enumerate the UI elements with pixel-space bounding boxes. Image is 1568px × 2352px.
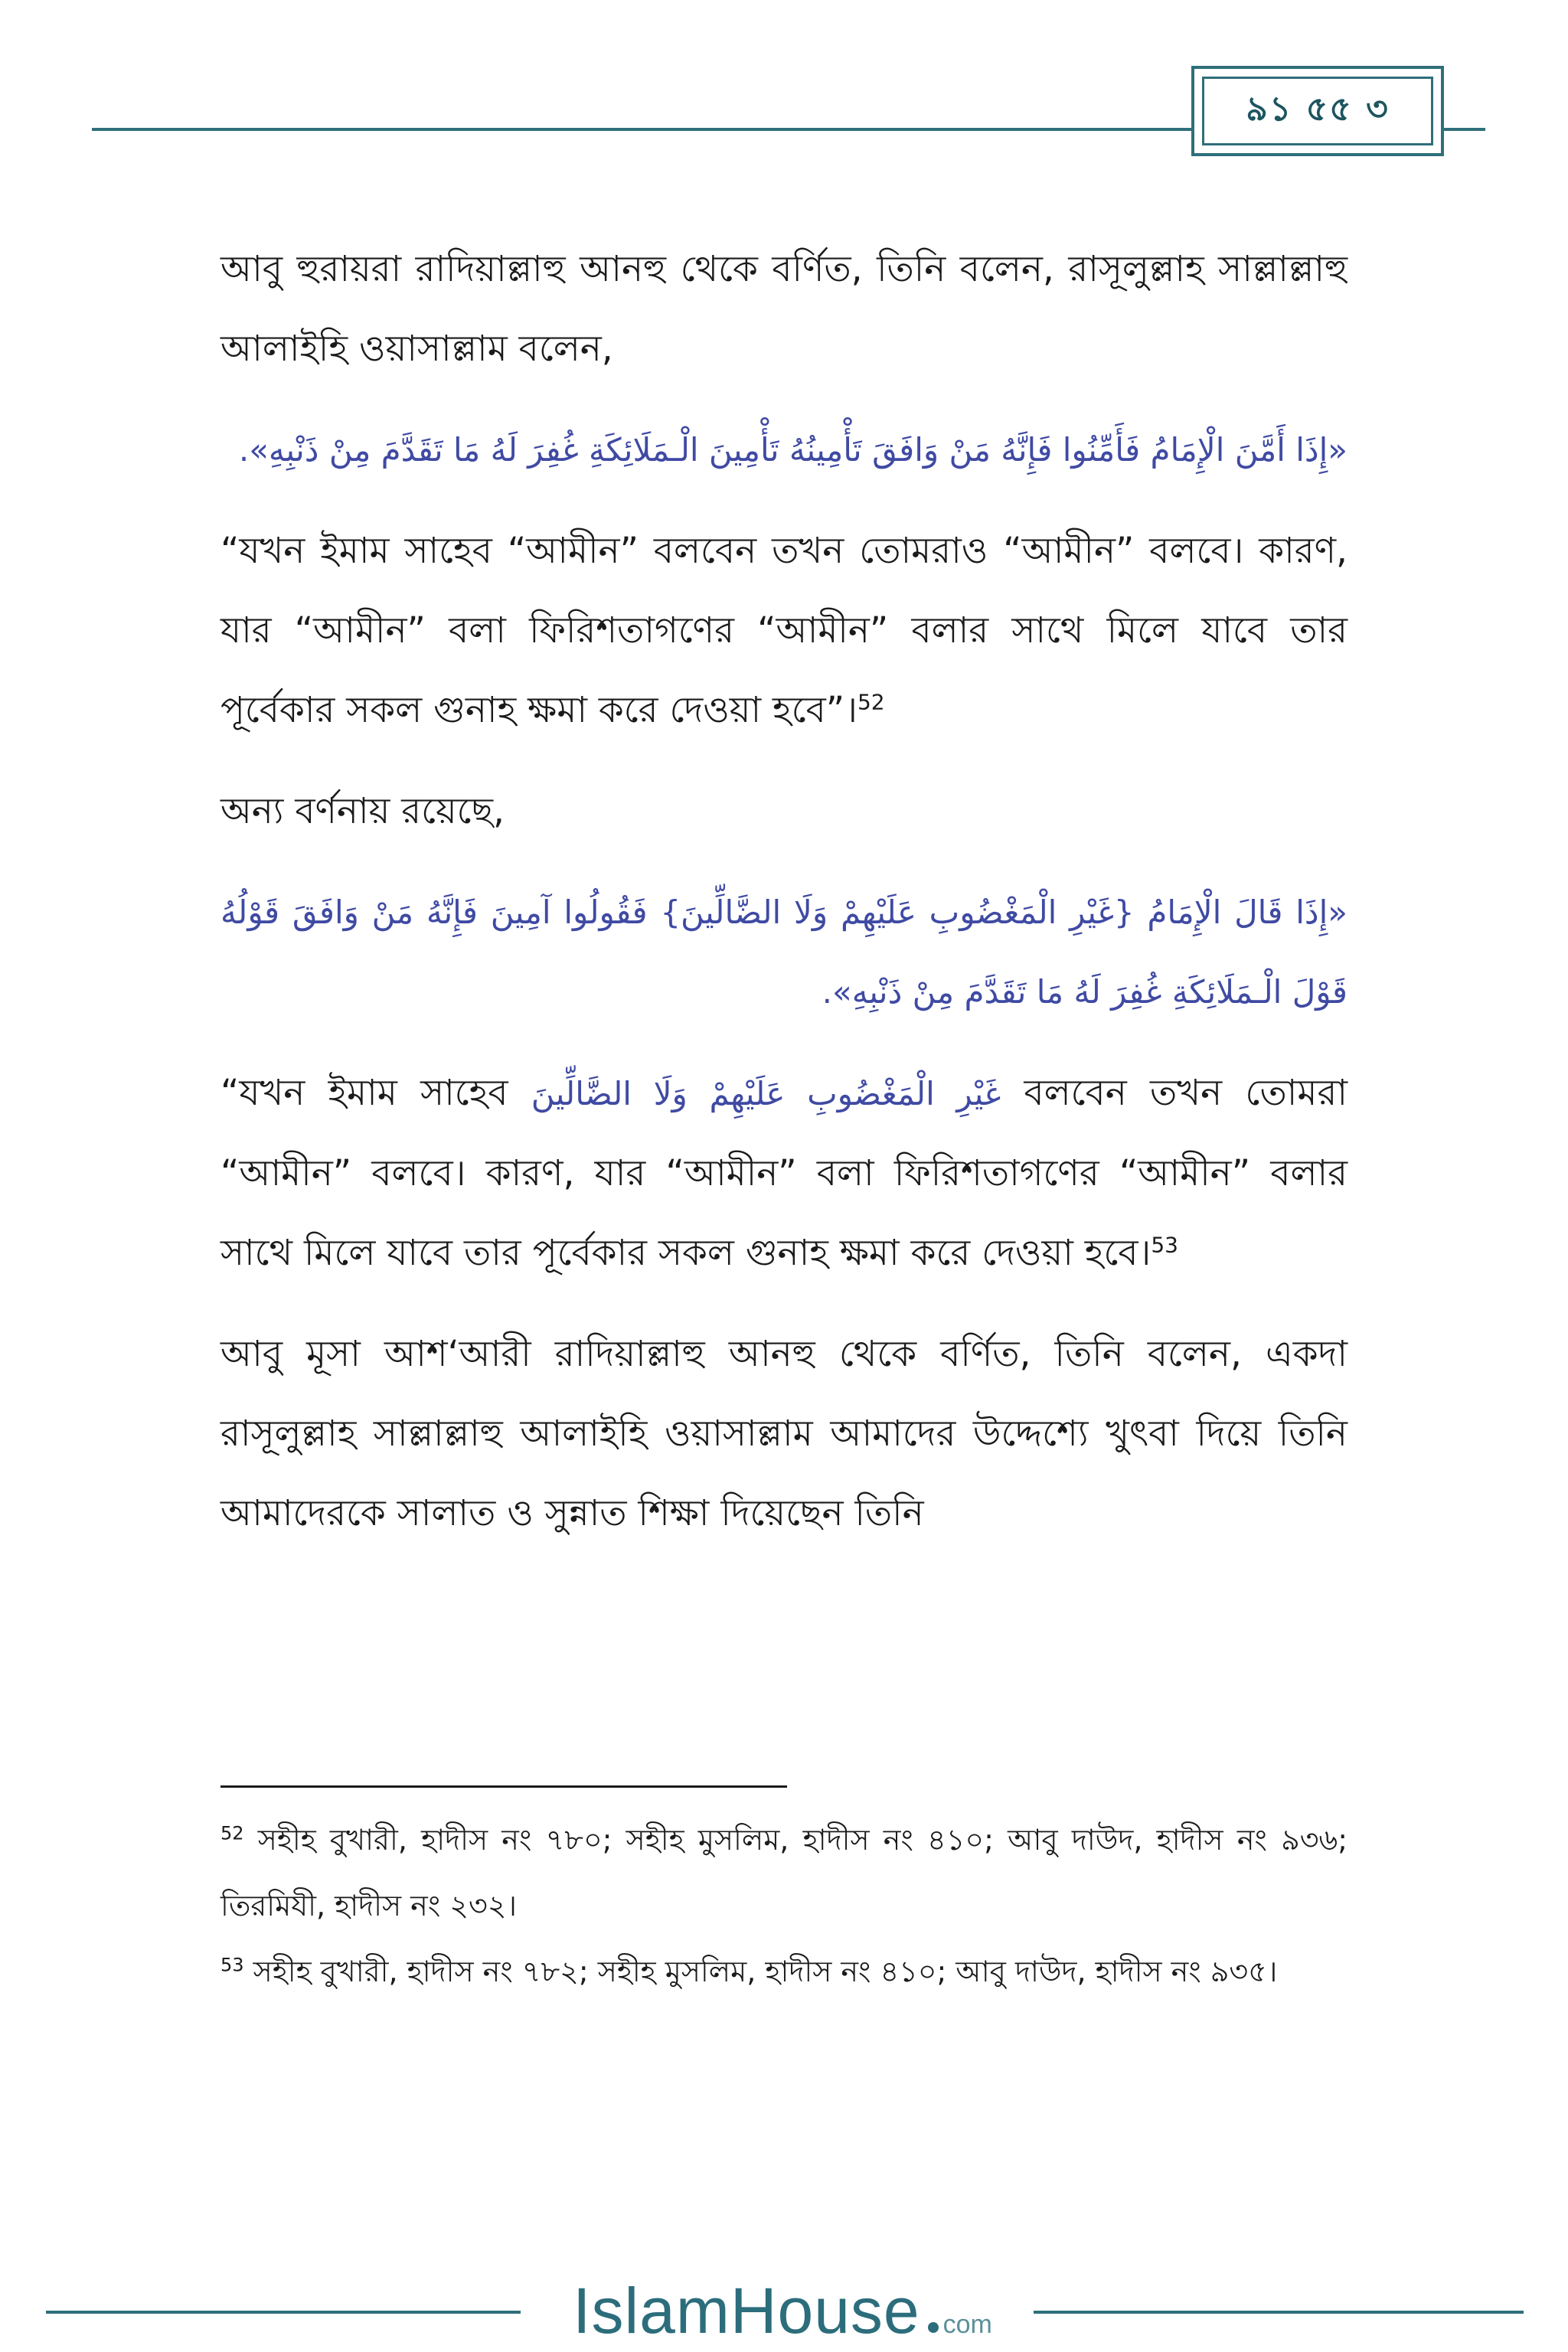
logo-dot-icon — [928, 2322, 939, 2333]
footnote-ref-53[interactable]: 53 — [1151, 1232, 1178, 1258]
arabic-hadith-2: «إِذَا قَالَ الْإِمَامُ {غَيْرِ الْمَغْضُوبِ عَلَيْهِمْ وَلَا الضَّالِّينَ} فَقُولُوا آمِينَ فَإِنَّهُ مَنْ وَافَقَ قَوْلُهُ قَوْلَ الْـمَلَائِكَةِ غُفِرَ لَهُ مَا تَقَدَّمَ مِنْ ذَنْبِهِ». — [220, 893, 1348, 1011]
translation-1 — [220, 511, 1348, 750]
footnotes — [220, 1807, 1348, 2004]
footnote-text: সহীহ বুখারী, হাদীস নং ৭৮০; সহীহ মুসলিম, হাদীস নং ৪১০; আবু দাউদ, হাদীস নং ৯৩৬; তিরমিযী, হাদীস নং ২৩২। — [220, 1823, 1348, 1922]
islamhouse-logo[interactable] — [545, 2274, 1020, 2350]
footer-rule-right — [1034, 2311, 1524, 2314]
translation-2 — [220, 1054, 1348, 1293]
arabic-inline-phrase: غَيْرِ الْمَغْضُوبِ عَلَيْهِمْ وَلَا الضَّالِّينَ — [531, 1075, 1001, 1112]
translation-2-start: “যখন ইমাম সাহেব — [220, 1072, 508, 1114]
translation-1-text: “যখন ইমাম সাহেব “আমীন” বলবেন তখন তোমরাও “আমীন” বলবে। কারণ, যার “আমীন” বলা ফিরিশতাগণের “আমীন” বলার সাথে মিলে যাবে তার পূর্বেকার সকল গুনাহ ক্ষমা করে দেওয়া হবে”। — [220, 530, 1348, 731]
footnote-text: সহীহ বুখারী, হাদীস নং ৭৮২; সহীহ মুসলিম, হাদীস নং ৪১০; আবু দাউদ, হাদীস নং ৯৩৫। — [253, 1955, 1278, 1988]
page-body — [220, 230, 1348, 1575]
page-number: ৯১ ৫৫ ৩ — [1246, 89, 1390, 129]
page-number-frame — [1202, 77, 1433, 145]
paragraph-other-narration: অন্য বর্ণনায় রয়েছে, — [220, 790, 505, 832]
footnote-53 — [220, 1939, 1348, 2004]
footnote-ref-52[interactable]: 52 — [857, 689, 885, 715]
logo-suffix: com — [942, 2310, 992, 2339]
paragraph-abu-hurayra: আবু হুরায়রা রাদিয়াল্লাহু আনহু থেকে বর্ণিত, তিনি বলেন, রাসূলুল্লাহ সাল্লাল্লাহু আলাইহি ওয়াসাল্লাম বলেন, — [220, 248, 1348, 370]
arabic-hadith-1: «إِذَا أَمَّنَ الْإِمَامُ فَأَمِّنُوا فَإِنَّهُ مَنْ وَافَقَ تَأْمِينُهُ تَأْمِينَ الْـمَلَائِكَةِ غُفِرَ لَهُ مَا تَقَدَّمَ مِنْ ذَنْبِهِ». — [238, 431, 1348, 469]
logo-wordmark: IslamHouse — [573, 2275, 920, 2347]
footnote-divider — [220, 1785, 787, 1788]
translation-2-end: বলবেন তখন তোমরা “আমীন” বলবে। কারণ, যার “আমীন” বলা ফিরিশতাগণের “আমীন” বলার সাথে মিলে যাবে তার পূর্বেকার সকল গুনাহ ক্ষমা করে দেওয়া হবে। — [220, 1072, 1348, 1274]
page-number-box — [1191, 66, 1444, 156]
footnote-number: 53 — [220, 1954, 244, 1976]
paragraph-abu-musa: আবু মূসা আশ‘আরী রাদিয়াল্লাহু আনহু থেকে বর্ণিত, তিনি বলেন, একদা রাসূলুল্লাহ সাল্লাল্লাহু আলাইহি ওয়াসাল্লাম আমাদের উদ্দেশ্যে খুৎবা দিয়ে তিনি আমাদেরকে সালাত ও সুন্নাত শিক্ষা দিয়েছেন তিনি — [220, 1333, 1348, 1534]
footnote-52 — [220, 1807, 1348, 1939]
footer-rule-left — [46, 2311, 521, 2314]
footnote-number: 52 — [220, 1822, 244, 1844]
